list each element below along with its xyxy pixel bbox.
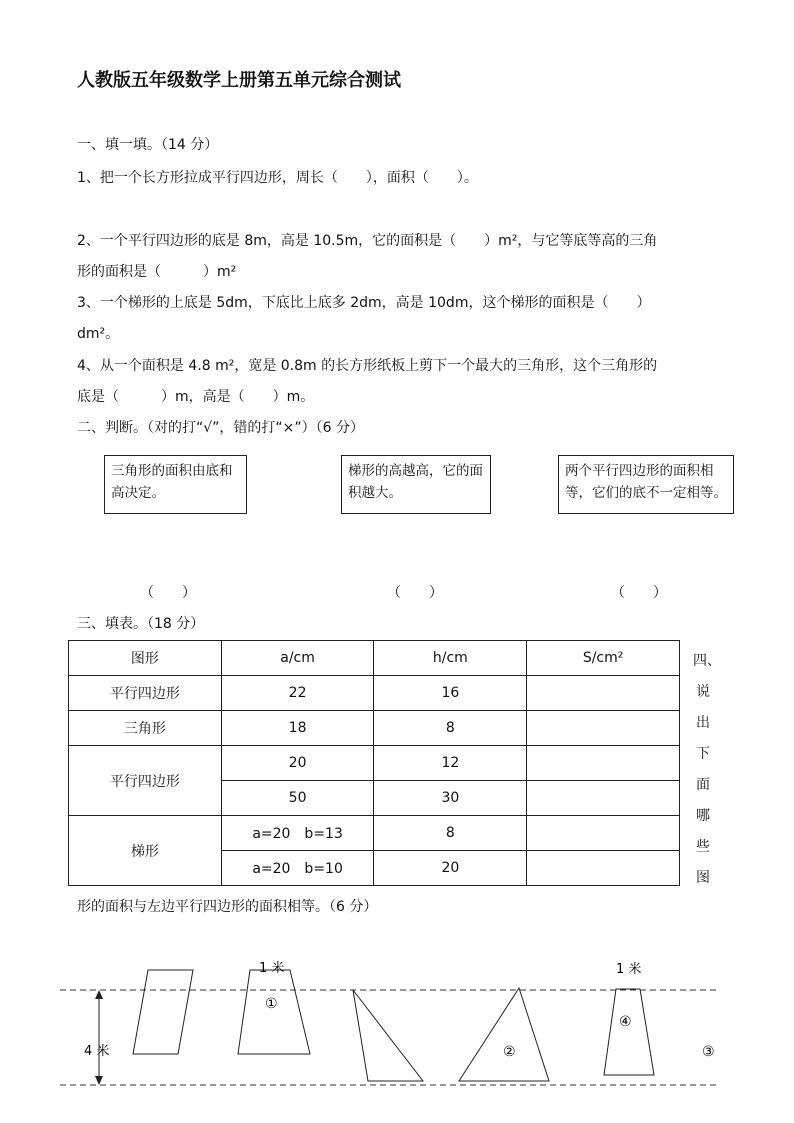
label-1m-left: 1 米 bbox=[259, 961, 285, 976]
cell-s-blank[interactable] bbox=[527, 711, 680, 746]
answer-paren-1[interactable]: （ ） bbox=[140, 585, 196, 601]
cell-s-blank[interactable] bbox=[527, 781, 680, 816]
label-3: ③ bbox=[702, 1044, 715, 1060]
cell-s-blank[interactable] bbox=[527, 816, 680, 851]
judgement-box-2 bbox=[341, 455, 491, 514]
question-3-line2: dm²。 bbox=[77, 326, 120, 342]
table-row bbox=[69, 746, 680, 781]
judgement-statement-1: 三角形的面积由底和高决定。 bbox=[111, 463, 233, 501]
question-4-line2: 底是（ ）m，高是（ ）m。 bbox=[77, 389, 315, 405]
cell-s-blank[interactable] bbox=[527, 851, 680, 886]
section3-heading: 三、填表。（18 分） bbox=[77, 616, 205, 632]
cell-a: 18 bbox=[221, 711, 374, 746]
arrow-head-up bbox=[95, 990, 103, 999]
triangle-2-shape bbox=[459, 988, 549, 1081]
header-s: S/cm² bbox=[527, 641, 680, 676]
judgement-statement-2: 梯形的高越高，它的面积越大。 bbox=[348, 463, 483, 501]
judgement-box-1 bbox=[104, 455, 247, 514]
cell-a: 50 bbox=[221, 781, 374, 816]
header-a: a/cm bbox=[221, 641, 374, 676]
cell-s-blank[interactable] bbox=[527, 676, 680, 711]
label-1: ① bbox=[265, 996, 278, 1012]
cell-shape: 梯形 bbox=[69, 816, 222, 886]
triangle-left-shape bbox=[353, 990, 423, 1081]
question-2-line1: 2、一个平行四边形的底是 8m，高是 10.5m，它的面积是（ ）m²，与它等底等高的三角 bbox=[77, 233, 658, 249]
section4-heading-continuation: 形的面积与左边平行四边形的面积相等。（6 分） bbox=[77, 899, 378, 915]
page-title: 人教版五年级数学上册第五单元综合测试 bbox=[77, 70, 401, 91]
cell-a: a=20 b=13 bbox=[221, 816, 374, 851]
cell-h: 16 bbox=[374, 676, 527, 711]
cell-a: 20 bbox=[221, 746, 374, 781]
table-row bbox=[69, 676, 680, 711]
parallelogram-shape bbox=[133, 970, 193, 1054]
label-4m: 4 米 bbox=[84, 1044, 110, 1059]
table-row bbox=[69, 816, 680, 851]
label-1m-right: 1 米 bbox=[616, 962, 642, 977]
cell-shape: 平行四边形 bbox=[69, 676, 222, 711]
cell-h: 8 bbox=[374, 816, 527, 851]
shapes-figure bbox=[0, 950, 794, 1100]
table-header-row bbox=[69, 641, 680, 676]
cell-h: 12 bbox=[374, 746, 527, 781]
judgement-box-3 bbox=[558, 455, 734, 514]
label-4: ④ bbox=[619, 1014, 632, 1030]
cell-shape: 三角形 bbox=[69, 711, 222, 746]
cell-h: 20 bbox=[374, 851, 527, 886]
cell-h: 30 bbox=[374, 781, 527, 816]
question-2-line2: 形的面积是（ ）m² bbox=[77, 264, 237, 280]
judgement-statement-3: 两个平行四边形的面积相等，它们的底不一定相等。 bbox=[565, 463, 727, 501]
answer-paren-3[interactable]: （ ） bbox=[611, 585, 667, 601]
section1-heading: 一、填一填。（14 分） bbox=[77, 137, 219, 153]
question-3-line1: 3、一个梯形的上底是 5dm，下底比上底多 2dm，高是 10dm，这个梯形的面积是（ ） bbox=[77, 295, 651, 311]
fill-table bbox=[68, 640, 680, 886]
trapezoid-4-shape bbox=[604, 989, 654, 1075]
question-1: 1、把一个长方形拉成平行四边形，周长（ ），面积（ ）。 bbox=[77, 170, 478, 186]
answer-paren-2[interactable]: （ ） bbox=[387, 585, 443, 601]
header-shape: 图形 bbox=[69, 641, 222, 676]
cell-s-blank[interactable] bbox=[527, 746, 680, 781]
trapezoid-1-shape bbox=[238, 970, 310, 1054]
cell-h: 8 bbox=[374, 711, 527, 746]
cell-a: 22 bbox=[221, 676, 374, 711]
section2-heading: 二、判断。（对的打“√”，错的打“×”）（6 分） bbox=[77, 420, 365, 436]
section4-heading-vertical: 四、说出下面哪些图 bbox=[693, 653, 721, 886]
label-2: ② bbox=[503, 1044, 516, 1060]
cell-a: a=20 b=10 bbox=[221, 851, 374, 886]
table-row bbox=[69, 711, 680, 746]
arrow-head-down bbox=[95, 1076, 103, 1085]
header-h: h/cm bbox=[374, 641, 527, 676]
question-4-line1: 4、从一个面积是 4.8 m²，宽是 0.8m 的长方形纸板上剪下一个最大的三角形，这个三角形的 bbox=[77, 358, 658, 374]
cell-shape: 平行四边形 bbox=[69, 746, 222, 816]
